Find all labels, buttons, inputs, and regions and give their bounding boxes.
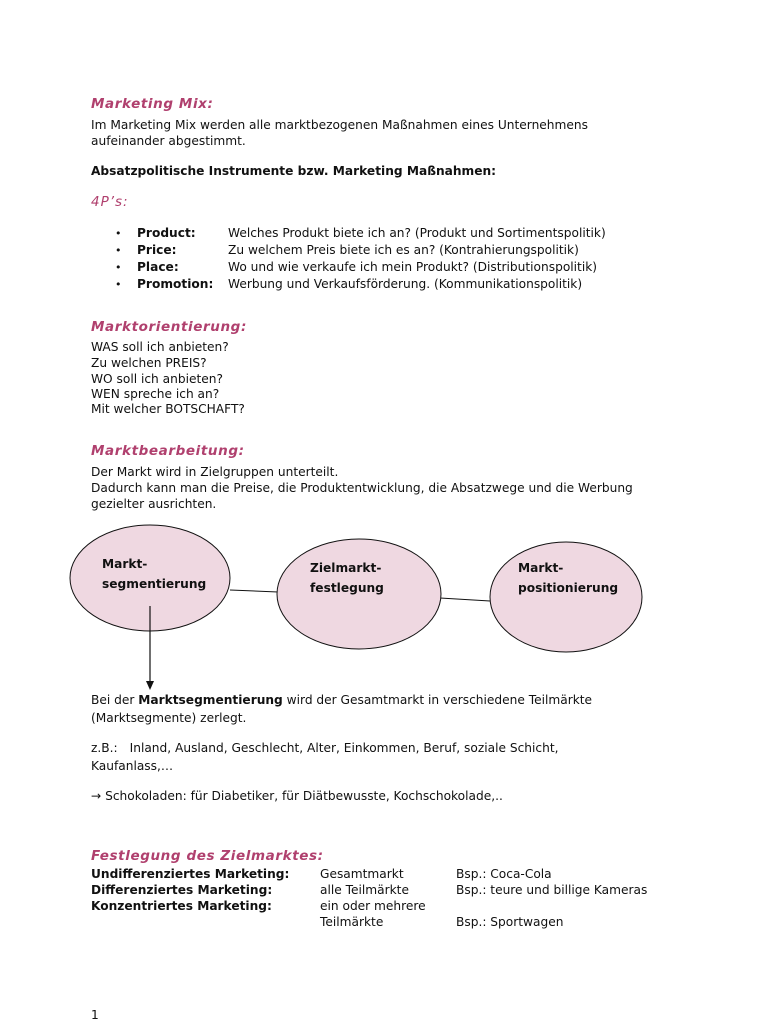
segmentierung-bold-term: Marktsegmentierung [138, 693, 283, 707]
list-item-desc: Werbung und Verkaufsförderung. (Kommunikationspolitik) [228, 277, 583, 291]
marktorientierung-line-1: WAS soll ich anbieten? [91, 340, 229, 354]
schokoladen-line: → Schokoladen: für Diabetiker, für Diätbewusste, Kochschokolade,.. [91, 789, 503, 803]
marktbearbeitung-line-3: gezielter ausrichten. [91, 497, 217, 511]
zielmarkt-heading: Festlegung des Zielmarktes: [91, 848, 324, 864]
marktbearbeitung-line-1: Der Markt wird in Zielgruppen unterteilt. [91, 465, 339, 479]
zielmarkt-desc: ein oder mehrere [320, 899, 426, 913]
segmentierung-line-1 [91, 692, 592, 708]
marktbearbeitung-line-2: Dadurch kann man die Preise, die Produktentwicklung, die Absatzwege und die Werbung [91, 481, 633, 495]
four-ps-label: 4P’s: [91, 194, 129, 210]
list-item-term: Place: [137, 260, 179, 274]
marktorientierung-line-5: Mit welcher BOTSCHAFT? [91, 402, 245, 416]
bullet-icon: • [115, 244, 122, 257]
instrumente-heading: Absatzpolitische Instrumente bzw. Marketing Maßnahmen: [91, 164, 497, 178]
zielmarkt-desc: Gesamtmarkt [320, 867, 404, 881]
node-label-marktsegmentierung [102, 554, 206, 594]
node-label-line-1: Markt- [518, 561, 564, 575]
node-label-marktpositionierung [518, 558, 618, 598]
marketing-mix-text-line-1: Im Marketing Mix werden alle marktbezogenen Maßnahmen eines Unternehmens [91, 118, 588, 132]
list-item-desc: Zu welchem Preis biete ich es an? (Kontrahierungspolitik) [228, 243, 579, 257]
marktorientierung-heading: Marktorientierung: [91, 319, 247, 335]
node-label-line-1: Markt- [102, 557, 148, 571]
table-row [91, 866, 731, 882]
bullet-icon: • [115, 261, 122, 274]
marketing-mix-text-line-2: aufeinander abgestimmt. [91, 134, 246, 148]
bullet-icon: • [115, 227, 122, 240]
list-item-desc: Welches Produkt biete ich an? (Produkt und Sortimentspolitik) [228, 226, 606, 240]
table-row [91, 882, 731, 898]
segmentierung-line-2: (Marktsegmente) zerlegt. [91, 711, 247, 725]
marktorientierung-line-3: WO soll ich anbieten? [91, 372, 223, 386]
zielmarkt-desc: alle Teilmärkte [320, 883, 409, 897]
table-row [91, 898, 731, 914]
node-label-zielmarktfestlegung [310, 558, 384, 598]
table-row [91, 914, 731, 930]
list-item-term: Price: [137, 243, 177, 257]
zielmarkt-term: Undifferenziertes Marketing: [91, 867, 290, 881]
zb-line-1 [91, 740, 558, 756]
zb-text: Inland, Ausland, Geschlecht, Alter, Einkommen, Beruf, soziale Schicht, [129, 741, 559, 755]
list-item-term: Promotion: [137, 277, 214, 291]
zielmarkt-example: Bsp.: Sportwagen [456, 915, 564, 929]
node-label-line-2: festlegung [310, 581, 384, 595]
zielmarkt-example: Bsp.: Coca-Cola [456, 867, 552, 881]
zb-label: z.B.: [91, 741, 118, 755]
list-item-term: Product: [137, 226, 196, 240]
down-arrow-head-icon [146, 681, 154, 690]
node-label-line-1: Zielmarkt- [310, 561, 382, 575]
connector-line-2 [440, 598, 490, 601]
marketing-mix-heading: Marketing Mix: [91, 96, 214, 112]
zielmarkt-term: Differenziertes Marketing: [91, 883, 273, 897]
segmentierung-suffix: wird der Gesamtmarkt in verschiedene Teilmärkte [282, 693, 593, 707]
marktorientierung-line-2: Zu welchen PREIS? [91, 356, 207, 370]
zielmarkt-desc: Teilmärkte [320, 915, 384, 929]
list-item-desc: Wo und wie verkaufe ich mein Produkt? (Distributionspolitik) [228, 260, 598, 274]
page-number: 1 [91, 1008, 99, 1022]
zb-line-2: Kaufanlass,… [91, 759, 174, 773]
node-label-line-2: segmentierung [102, 577, 207, 591]
zielmarkt-example: Bsp.: teure und billige Kameras [456, 883, 648, 897]
zielmarkt-term: Konzentriertes Marketing: [91, 899, 272, 913]
bullet-icon: • [115, 278, 122, 291]
marktbearbeitung-heading: Marktbearbeitung: [91, 443, 245, 459]
connector-line-1 [230, 590, 278, 592]
marktorientierung-line-4: WEN spreche ich an? [91, 387, 220, 401]
node-label-line-2: positionierung [518, 581, 619, 595]
segmentierung-prefix: Bei der [91, 693, 139, 707]
